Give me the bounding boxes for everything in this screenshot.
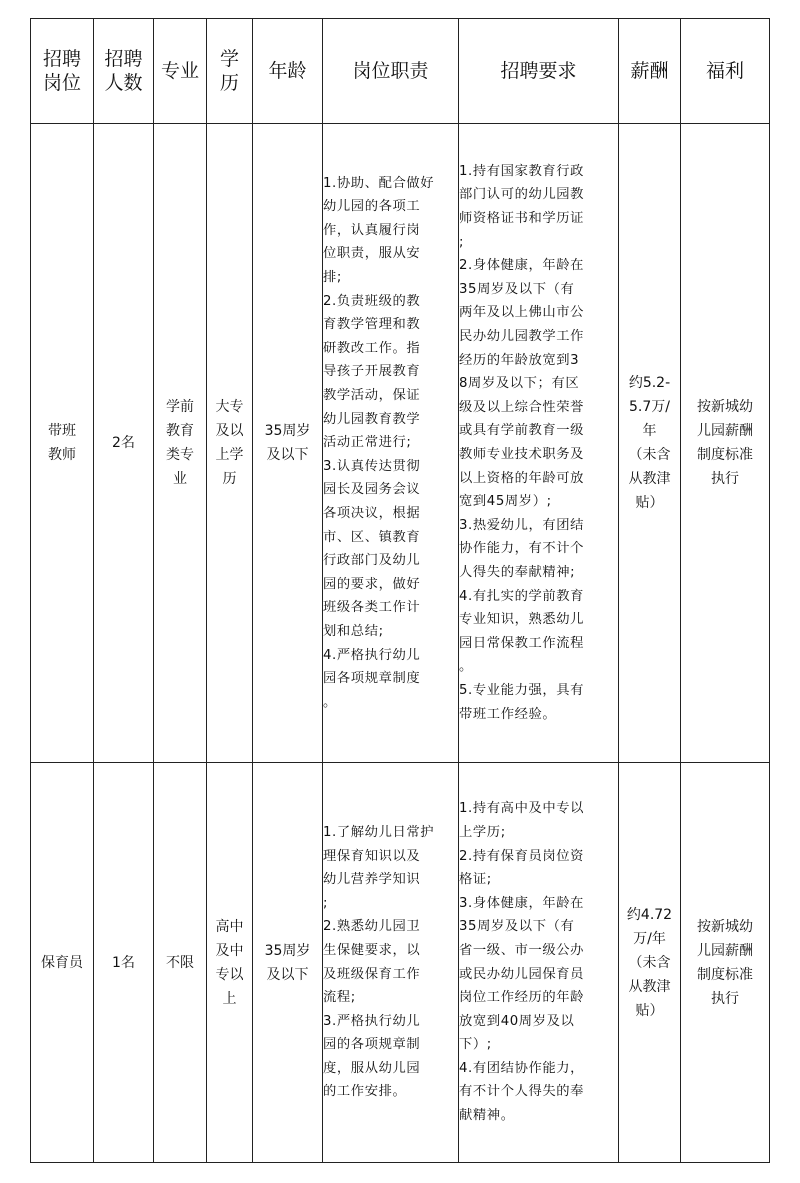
text-line: 级及以上综合性荣誉: [459, 399, 585, 415]
text-line: 5.专业能力强，具有: [459, 682, 585, 698]
text-line: 招聘: [42, 48, 81, 70]
text-line: 度，服从幼儿园: [323, 1060, 421, 1076]
text-line: 园的各项规章制: [323, 1037, 421, 1053]
text-line: 排;: [323, 270, 342, 286]
text-line: 园的要求，做好: [323, 576, 421, 592]
text-line: 两年及以上佛山市公: [459, 305, 585, 321]
header-education: [207, 19, 253, 124]
text-line: 下）;: [459, 1037, 492, 1053]
text-line: 的工作安排。: [323, 1084, 407, 1100]
text-line: 2.负责班级的教: [323, 293, 421, 309]
text-line: 民办幼儿园教学工作: [459, 329, 585, 345]
cell-education: [207, 124, 253, 763]
text-line: 3.认真传达贯彻: [323, 458, 421, 474]
text-line: 大专: [215, 399, 244, 415]
text-line: 儿园薪酬: [697, 942, 753, 959]
cell-major: [154, 763, 207, 1163]
text-line: 35周岁及以下（有: [459, 281, 575, 297]
text-line: 3.严格执行幼儿: [323, 1013, 421, 1029]
text-line: 执行: [711, 471, 739, 487]
text-line: 幼儿园的各项工: [323, 199, 421, 215]
text-line: 1.协助、配合做好: [323, 175, 435, 191]
text-line: 。: [323, 694, 337, 710]
text-line: 及班级保育工作: [323, 966, 421, 982]
text-line: 1.持有国家教育行政: [459, 163, 585, 179]
text-line: 学: [219, 48, 239, 70]
header-salary: [619, 19, 681, 124]
text-line: 年龄: [268, 60, 307, 82]
text-line: 招聘要求: [500, 60, 577, 82]
text-line: 2.持有保育员岗位资: [459, 848, 585, 864]
header-age: [253, 19, 323, 124]
cell-welfare: [681, 763, 770, 1163]
text-line: 约4.72: [626, 906, 673, 923]
text-line: 幼儿园教育教学: [323, 411, 421, 427]
text-line: 历: [219, 72, 239, 94]
cell-requirements: [459, 763, 619, 1163]
cell-welfare: [681, 124, 770, 763]
text-line: 35周岁: [264, 423, 311, 439]
text-line: 保育员: [41, 954, 83, 971]
text-line: 带班工作经验。: [459, 706, 557, 722]
text-line: 上学: [215, 447, 244, 463]
table-row: [31, 763, 770, 1163]
text-line: 部门认可的幼儿园教: [459, 187, 585, 203]
text-line: 教师: [48, 447, 76, 463]
cell-age: [253, 124, 323, 763]
table-row: [31, 124, 770, 763]
text-line: 业: [173, 471, 187, 487]
text-line: 历: [222, 471, 237, 487]
text-line: 理保育知识以及: [323, 848, 421, 864]
text-line: 约5.2-: [628, 375, 671, 391]
text-line: 经历的年龄放宽到3: [459, 352, 580, 368]
text-line: 8周岁及以下；有区: [459, 376, 580, 392]
text-line: 制度标准: [697, 966, 753, 983]
text-line: 万/年: [633, 930, 666, 947]
cell-count: 1名: [94, 763, 154, 1163]
text-line: 献精神。: [459, 1108, 515, 1124]
text-line: 年: [642, 423, 657, 439]
text-line: 3.热爱幼儿，有团结: [459, 517, 585, 533]
text-line: 制度标准: [697, 447, 753, 463]
recruitment-table: [30, 18, 770, 1163]
text-line: 1.了解幼儿日常护: [323, 824, 435, 840]
text-line: 1.持有高中及中专以: [459, 801, 585, 817]
text-line: 4.有扎实的学前教育: [459, 588, 585, 604]
text-line: 4.严格执行幼儿: [323, 647, 421, 663]
text-line: 贴）: [635, 1002, 664, 1019]
header-duties: [323, 19, 459, 124]
text-line: 3.身体健康，年龄在: [459, 895, 585, 911]
cell-position: [31, 124, 94, 763]
text-line: 岗位工作经历的年龄: [459, 990, 585, 1006]
text-line: 位职责，服从安: [323, 246, 421, 262]
header-position: [31, 19, 94, 124]
text-line: 以上资格的年龄可放: [459, 470, 585, 486]
text-line: 或民办幼儿园保育员: [459, 966, 585, 982]
text-line: 育教学管理和教: [323, 317, 421, 333]
text-line: 教学活动，保证: [323, 388, 421, 404]
header-count: [94, 19, 154, 124]
text-line: 2.身体健康，年龄在: [459, 258, 585, 274]
text-line: 作，认真履行岗: [323, 222, 421, 238]
text-line: 专业: [160, 60, 199, 82]
text-line: 5.7万/: [629, 399, 670, 415]
table-header-row: [31, 19, 770, 124]
text-line: 及中: [215, 942, 244, 959]
text-line: 按新城幼: [697, 399, 753, 415]
text-line: 儿园薪酬: [697, 423, 753, 439]
text-line: 从教津: [628, 978, 671, 995]
text-line: 专以: [215, 966, 244, 983]
text-line: 人数: [104, 72, 143, 94]
cell-duties: [323, 763, 459, 1163]
text-line: 带班: [48, 423, 76, 439]
text-line: 及以下: [266, 447, 309, 463]
text-line: 薪酬: [630, 60, 669, 82]
text-line: 4.有团结协作能力，: [459, 1060, 585, 1076]
text-line: 生保健要求，以: [323, 942, 421, 958]
cell-duties: [323, 124, 459, 763]
text-line: 学前: [166, 399, 194, 415]
text-line: （未含: [628, 954, 671, 971]
text-line: 划和总结;: [323, 623, 384, 639]
cell-salary: [619, 763, 681, 1163]
text-line: 不限: [166, 954, 194, 971]
header-major: [154, 19, 207, 124]
cell-requirements: [459, 124, 619, 763]
text-line: 导孩子开展教育: [323, 364, 421, 380]
text-line: 协作能力，有不计个: [459, 541, 585, 557]
text-line: 园日常保教工作流程: [459, 635, 585, 651]
text-line: 及以下: [266, 966, 309, 983]
text-line: 类专: [166, 447, 194, 463]
text-line: 师资格证书和学历证: [459, 211, 585, 227]
text-line: 幼儿营养学知识: [323, 872, 421, 888]
text-line: 贴）: [635, 495, 664, 511]
text-line: 有不计个人得失的奉: [459, 1084, 585, 1100]
text-line: 班级各类工作计: [323, 600, 421, 616]
text-line: 上学历;: [459, 824, 506, 840]
text-line: ;: [459, 234, 465, 250]
text-line: 招聘: [104, 48, 143, 70]
cell-position: [31, 763, 94, 1163]
text-line: 专业知识，熟悉幼儿: [459, 612, 585, 628]
text-line: 宽到45周岁）;: [459, 494, 552, 510]
text-line: 活动正常进行;: [323, 435, 412, 451]
text-line: 及以: [215, 423, 244, 439]
text-line: 岗位: [42, 72, 81, 94]
header-requirements: [459, 19, 619, 124]
cell-count: 2名: [94, 124, 154, 763]
text-line: 执行: [711, 990, 739, 1007]
text-line: 人得失的奉献精神;: [459, 564, 576, 580]
text-line: 园长及园务会议: [323, 482, 421, 498]
text-line: 研教改工作。指: [323, 340, 421, 356]
text-line: 格证;: [459, 872, 492, 888]
text-line: 。: [459, 659, 473, 675]
cell-age: [253, 763, 323, 1163]
text-line: 35周岁: [264, 942, 311, 959]
text-line: 各项决议，根据: [323, 505, 421, 521]
text-line: 35周岁及以下（有: [459, 919, 575, 935]
text-line: 园各项规章制度: [323, 671, 421, 687]
text-line: 流程;: [323, 990, 356, 1006]
text-line: ;: [323, 895, 329, 911]
text-line: 行政部门及幼儿: [323, 553, 421, 569]
text-line: 按新城幼: [697, 918, 753, 935]
text-line: 2.熟悉幼儿园卫: [323, 919, 421, 935]
text-line: 教师专业技术职务及: [459, 447, 585, 462]
text-line: 放宽到40周岁及以: [459, 1013, 575, 1029]
text-line: 上: [222, 990, 237, 1007]
header-welfare: [681, 19, 770, 124]
cell-education: [207, 763, 253, 1163]
cell-major: [154, 124, 207, 763]
text-line: 省一级、市一级公办: [459, 942, 585, 958]
text-line: 从教津: [628, 471, 671, 487]
cell-salary: [619, 124, 681, 763]
text-line: 岗位职责: [352, 60, 429, 82]
text-line: （未含: [628, 447, 671, 463]
text-line: 高中: [215, 918, 244, 935]
text-line: 市、区、镇教育: [323, 529, 421, 545]
text-line: 或具有学前教育一级: [459, 423, 585, 439]
text-line: 福利: [705, 60, 744, 82]
text-line: 教育: [166, 423, 194, 439]
